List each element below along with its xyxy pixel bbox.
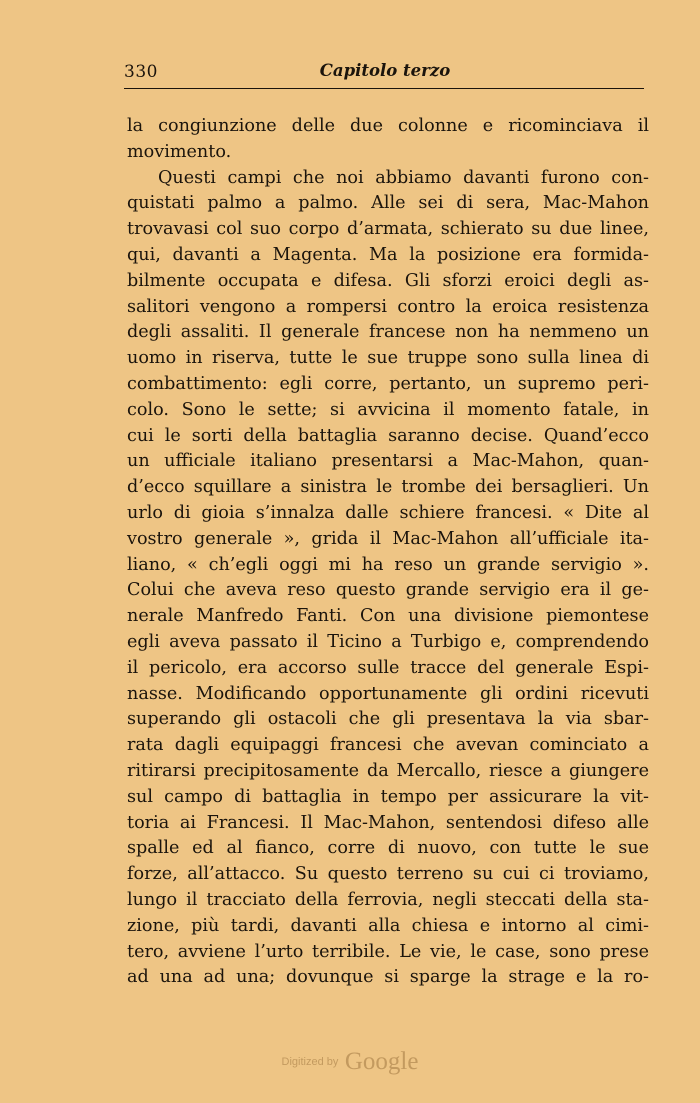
text-line: nasse. Modificando opportunamente gli ordini ricevuti <box>127 683 649 704</box>
text-line: movimento. <box>127 141 232 162</box>
running-title: Capitolo terzo <box>319 61 451 80</box>
text-line: degli assaliti. Il generale francese non ha nemmeno un <box>127 322 649 343</box>
text-line: bilmente occupata e difesa. Gli sforzi eroici degli as- <box>127 270 649 291</box>
text-line: quistati palmo a palmo. Alle sei di sera, Mac-Mahon <box>127 193 649 214</box>
text-line: qui, davanti a Magenta. Ma la posizione era formida- <box>127 244 649 265</box>
text-line: egli aveva passato il Ticino a Turbigo e, comprendendo <box>127 631 649 652</box>
text-line: Questi campi che noi abbiamo davanti furono con- <box>158 167 649 188</box>
text-line: il pericolo, era accorso sulle tracce del generale Espi- <box>127 657 649 678</box>
text-line: combattimento: egli corre, pertanto, un supremo peri- <box>127 373 649 394</box>
body-text <box>127 114 649 991</box>
text-line: sul campo di battaglia in tempo per assicurare la vit- <box>127 786 649 807</box>
text-line: ritirarsi precipitosamente da Mercallo, riesce a giungere <box>127 760 649 781</box>
text-line: forze, all’attacco. Su questo terreno su cui ci troviamo, <box>127 864 649 885</box>
text-line: vostro generale », grida il Mac-Mahon all’ufficiale ita- <box>127 528 649 549</box>
text-line: superando gli ostacoli che gli presentava la via sbar- <box>127 709 649 730</box>
header-rule <box>124 88 644 89</box>
text-line: spalle ed al fianco, corre di nuovo, con tutte le sue <box>127 838 649 859</box>
text-line: liano, « ch’egli oggi mi ha reso un grande servigio ». <box>127 554 649 575</box>
page-number: 330 <box>124 62 158 82</box>
text-line: uomo in riserva, tutte le sue truppe sono sulla linea di <box>127 348 649 369</box>
watermark-prefix: Digitized by <box>281 1056 339 1068</box>
text-line: nerale Manfredo Fanti. Con una divisione piemontese <box>127 606 649 627</box>
text-line: colo. Sono le sette; si avvicina il momento fatale, in <box>127 399 649 420</box>
text-line: la congiunzione delle due colonne e ricominciava il <box>127 116 649 136</box>
text-line: ad una ad una; dovunque si sparge la strage e la ro- <box>127 967 649 988</box>
text-line: un ufficiale italiano presentarsi a Mac-Mahon, quan- <box>127 451 649 472</box>
google-logo: Google <box>344 1048 419 1075</box>
text-line: rata dagli equipaggi francesi che avevan cominciato a <box>127 735 649 756</box>
text-line: zione, più tardi, davanti alla chiesa e intorno al cimi- <box>127 915 649 936</box>
text-line: cui le sorti della battaglia saranno decise. Quand’ecco <box>127 425 649 446</box>
digitized-watermark <box>0 1048 700 1076</box>
text-line: lungo il tracciato della ferrovia, negli steccati della sta- <box>127 889 649 910</box>
text-line: trovavasi col suo corpo d’armata, schierato su due linee, <box>127 219 649 240</box>
text-line: toria ai Francesi. Il Mac-Mahon, sentendosi difeso alle <box>127 812 649 833</box>
text-line: d’ecco squillare a sinistra le trombe dei bersaglieri. Un <box>127 477 649 498</box>
text-line: urlo di gioia s’innalza dalle schiere francesi. « Dite al <box>127 502 649 523</box>
text-line: salitori vengono a rompersi contro la eroica resistenza <box>127 296 649 317</box>
text-line: tero, avviene l’urto terribile. Le vie, le case, sono prese <box>127 941 649 962</box>
text-line: Colui che aveva reso questo grande servigio era il ge- <box>127 580 649 601</box>
